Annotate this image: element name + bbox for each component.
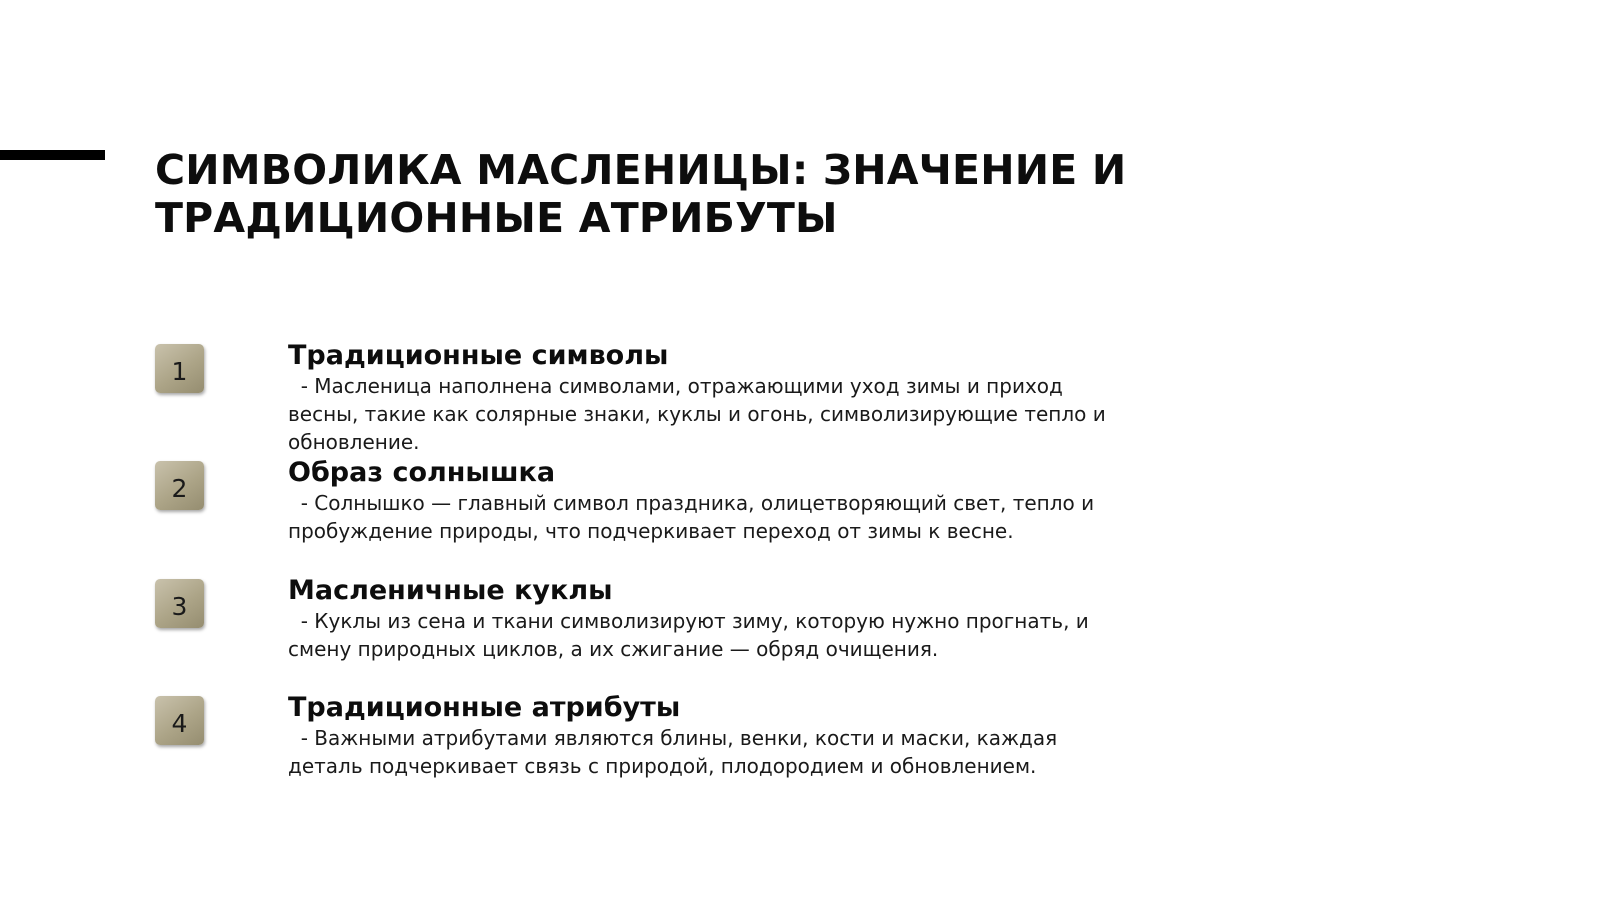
item-heading: Традиционные атрибуты <box>288 692 681 723</box>
item-text <box>288 692 1108 780</box>
number-badge <box>155 344 204 393</box>
item-text <box>288 575 1108 663</box>
accent-bar <box>0 150 105 160</box>
badge-number: 4 <box>171 709 188 738</box>
badge-number: 1 <box>171 357 188 386</box>
item-text <box>288 457 1108 545</box>
item-body: - Куклы из сена и ткани символизируют зиму, которую нужно прогнать, и смену природных циклов, а их сжигание — обряд очищения. <box>288 609 1096 661</box>
slide-title: СИМВОЛИКА МАСЛЕНИЦЫ: ЗНАЧЕНИЕ И ТРАДИЦИОННЫЕ АТРИБУТЫ <box>155 146 1127 242</box>
item-body: - Солнышко — главный символ праздника, олицетворяющий свет, тепло и пробуждение природы, что подчеркивает переход от зимы к весне. <box>288 491 1101 543</box>
badge-number: 2 <box>171 474 188 503</box>
item-body: - Масленица наполнена символами, отражающими уход зимы и приход весны, такие как солярные знаки, куклы и огонь, символизирующие тепло и обновление. <box>288 374 1113 454</box>
number-badge <box>155 579 204 628</box>
item-heading: Образ солнышка <box>288 457 556 488</box>
number-badge <box>155 461 204 510</box>
item-heading: Традиционные символы <box>288 340 669 371</box>
badge-number: 3 <box>171 592 188 621</box>
number-badge <box>155 696 204 745</box>
item-heading: Масленичные куклы <box>288 575 613 606</box>
item-body: - Важными атрибутами являются блины, венки, кости и маски, каждая деталь подчеркивает связь с природой, плодородием и обновлением. <box>288 726 1064 778</box>
item-text <box>288 340 1113 456</box>
